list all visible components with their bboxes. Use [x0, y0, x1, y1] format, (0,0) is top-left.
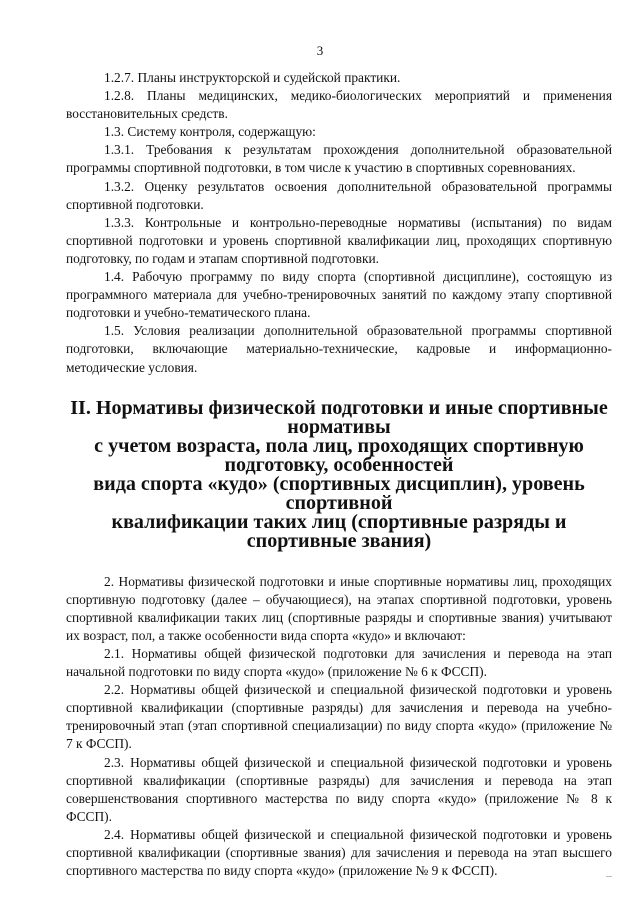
- paragraph-1-5: 1.5. Условия реализации дополнительной образовательной программы спортивной подготовки, включающие материально-технические, кадровые и информационно-методические условия.: [66, 323, 612, 375]
- section-heading-line: с учетом возраста, пола лиц, проходящих спортивную подготовку, особенностей: [94, 434, 584, 476]
- paragraph-1-3-2: 1.3.2. Оценку результатов освоения дополнительной образовательной программы спортивной подготовки.: [66, 178, 612, 212]
- paragraph-2: 2. Нормативы физической подготовки и иные спортивные нормативы лиц, проходящих спортивную подготовку (далее – обучающиеся), на этапах спортивной подготовки, уровень спортивной квалификации таких лиц (спортивные разряды и спортивные звания) учитывают их возраст, пол, а также особенности вида спорта «кудо» и включают:: [66, 573, 612, 643]
- paragraph-2-3: 2.3. Нормативы общей физической и специальной физической подготовки и уровень спортивной квалификации (спортивные разряды) для зачисления и перевода на этап совершенствования спортивного мастерства по виду спорта «кудо» (приложение № 8 к ФССП).: [66, 754, 612, 824]
- paragraph-1-2-8: 1.2.8. Планы медицинских, медико-биологических мероприятий и применения восстановительных средств.: [66, 88, 612, 122]
- paragraph-2-1: 2.1. Нормативы общей физической подготовки для зачисления и перевода на этап начальной подготовки по виду спорта «кудо» (приложение № 6 к ФССП).: [66, 645, 612, 680]
- section-heading-line: вида спорта «кудо» (спортивных дисциплин), уровень спортивной: [93, 472, 585, 514]
- page-number: 3: [316, 43, 324, 58]
- paragraph-2-4: 2.4. Нормативы общей физической и специальной физической подготовки и уровень спортивной квалификации (спортивные звания) для зачисления и перевода на этап высшего спортивного мастерства по виду спорта «кудо» (приложение № 9 к ФССП).: [66, 826, 612, 879]
- paragraph-1-3-1: 1.3.1. Требования к результатам прохождения дополнительной образовательной программы спортивной подготовки, в том числе к участию в спортивных соревнованиях.: [66, 142, 612, 176]
- section-two-body: [66, 573, 612, 881]
- section-heading-line: квалификации таких лиц (спортивные разряды и спортивные звания): [111, 510, 567, 552]
- paragraph-1-3-3: 1.3.3. Контрольные и контрольно-переводные нормативы (испытания) по видам спортивной подготовки и уровень спортивной квалификации лиц, проходящих спортивную подготовку, по годам и этапам спортивной подготовки.: [66, 214, 612, 266]
- paragraph-1-3: 1.3. Систему контроля, содержащую:: [104, 124, 316, 140]
- section-one-continuation: [66, 69, 612, 377]
- paragraph-1-2-7: 1.2.7. Планы инструкторской и судейской практики.: [104, 70, 401, 85]
- scan-mark: [606, 876, 612, 881]
- paragraph-2-2: 2.2. Нормативы общей физической и специальной физической подготовки и уровень спортивной квалификации (спортивные разряды) для зачисления и перевода на учебно-тренировочный этап (этап спортивной специализации) по виду спорта «кудо» (приложение № 7 к ФССП).: [66, 682, 612, 752]
- paragraph-1-4: 1.4. Рабочую программу по виду спорта (спортивной дисциплине), состоящую из программного материала для учебно-тренировочных занятий по каждому этапу спортивной подготовки и учебно-тематического плана.: [66, 269, 612, 321]
- section-heading-line: II. Нормативы физической подготовки и иные спортивные нормативы: [70, 396, 608, 438]
- document-body: [66, 69, 612, 880]
- section-heading: [66, 396, 612, 552]
